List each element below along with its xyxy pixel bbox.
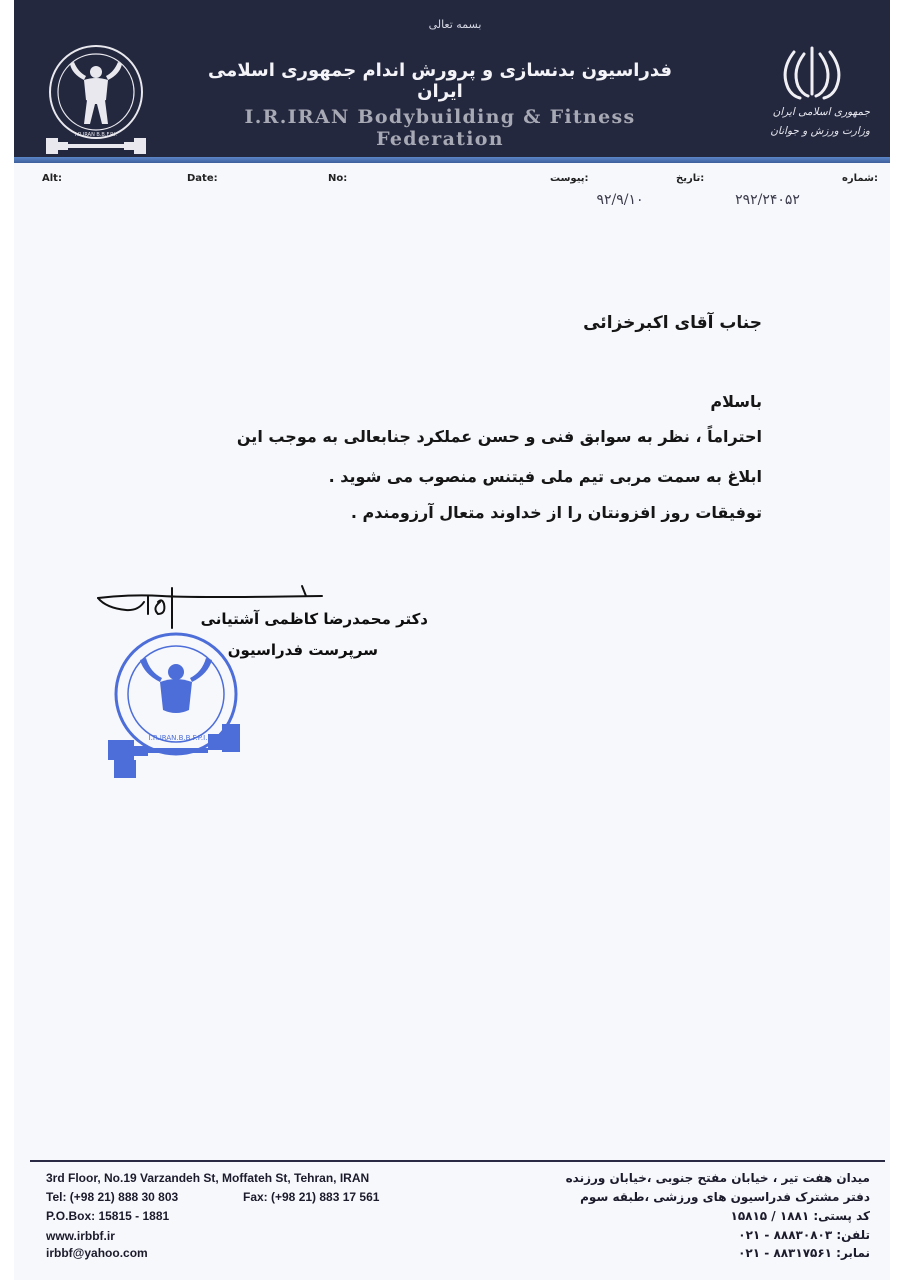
footer-website[interactable]: www.irbbf.ir bbox=[46, 1229, 115, 1243]
body-line: احتراماً ، نظر به سوابق فنی و حسن عملکرد جنابعالی به موجب این bbox=[236, 427, 762, 446]
footer-fax-fa: نمابر: ۸۸۳۱۷۵۶۱ - ۰۲۱ bbox=[738, 1246, 870, 1260]
letter-number-value: ۲۹۲/۲۴۰۵۲ bbox=[735, 192, 800, 208]
body-line: ابلاغ به سمت مربی تیم ملی فیتنس منصوب می شوید . bbox=[328, 467, 762, 486]
footer-address-fa-2: دفتر مشترک فدراسیون های ورزشی ،طبقه سوم bbox=[580, 1190, 870, 1204]
footer-divider bbox=[30, 1160, 885, 1162]
footer-pobox-en: P.O.Box: 15815 - 1881 bbox=[46, 1209, 170, 1223]
footer-address-fa-1: میدان هفت تیر ، خیابان مفتح جنوبی ،خیابان ورزنده bbox=[565, 1171, 870, 1185]
federation-name-fa: فدراسیون بدنسازی و پرورش اندام جمهوری اسلامی ایران bbox=[207, 60, 673, 102]
emblem-caption-2: وزارت ورزش و جوانان bbox=[770, 125, 870, 137]
page-edge bbox=[0, 0, 14, 1280]
greeting: باسلام bbox=[710, 392, 762, 411]
footer-postal-fa: کد پستی: ۱۸۸۱ / ۱۵۸۱۵ bbox=[730, 1209, 870, 1223]
federation-name-en: I.R.IRAN Bodybuilding & Fitness Federation bbox=[244, 106, 636, 150]
body-line: توفیقات روز افزونتان را از خداوند متعال آرزومندم . bbox=[350, 503, 762, 522]
footer-fax-en: Fax: (+98 21) 883 17 561 bbox=[243, 1190, 380, 1204]
federation-logo-icon bbox=[40, 38, 152, 158]
stamp-text: I.R.IRAN.B.B.F.P.I. bbox=[148, 734, 208, 742]
no-label: No: bbox=[328, 173, 348, 184]
footer-tel-en: Tel: (+98 21) 888 30 803 bbox=[46, 1190, 179, 1204]
number-label-fa: شماره: bbox=[842, 173, 878, 184]
footer-tel-fa: تلفن: ۸۸۸۳۰۸۰۳ - ۰۲۱ bbox=[738, 1228, 870, 1242]
footer-address-en: 3rd Floor, No.19 Varzandeh St, Moffateh St, Tehran, IRAN bbox=[46, 1171, 370, 1185]
date-label-fa: تاریخ: bbox=[676, 173, 705, 184]
attachment-label-fa: پیوست: bbox=[550, 173, 589, 184]
signer-name: دکتر محمدرضا کاظمی آشتیانی bbox=[200, 610, 428, 628]
logo-text: I.R.IRAN B.B.F.P.I. bbox=[74, 132, 118, 138]
signer-title: سرپرست فدراسیون bbox=[227, 641, 378, 659]
alt-label: Alt: bbox=[42, 173, 62, 184]
recipient: جناب آقای اکبرخزائی bbox=[583, 313, 762, 333]
date-label: Date: bbox=[187, 173, 218, 184]
letter-date-value: ۹۲/۹/۱۰ bbox=[596, 192, 644, 208]
footer-email[interactable]: irbbf@yahoo.com bbox=[46, 1246, 148, 1260]
emblem-caption-1: جمهوری اسلامی ایران bbox=[772, 106, 870, 118]
invocation-text: بسمه تعالی bbox=[428, 18, 482, 31]
iran-emblem-icon bbox=[780, 44, 844, 100]
